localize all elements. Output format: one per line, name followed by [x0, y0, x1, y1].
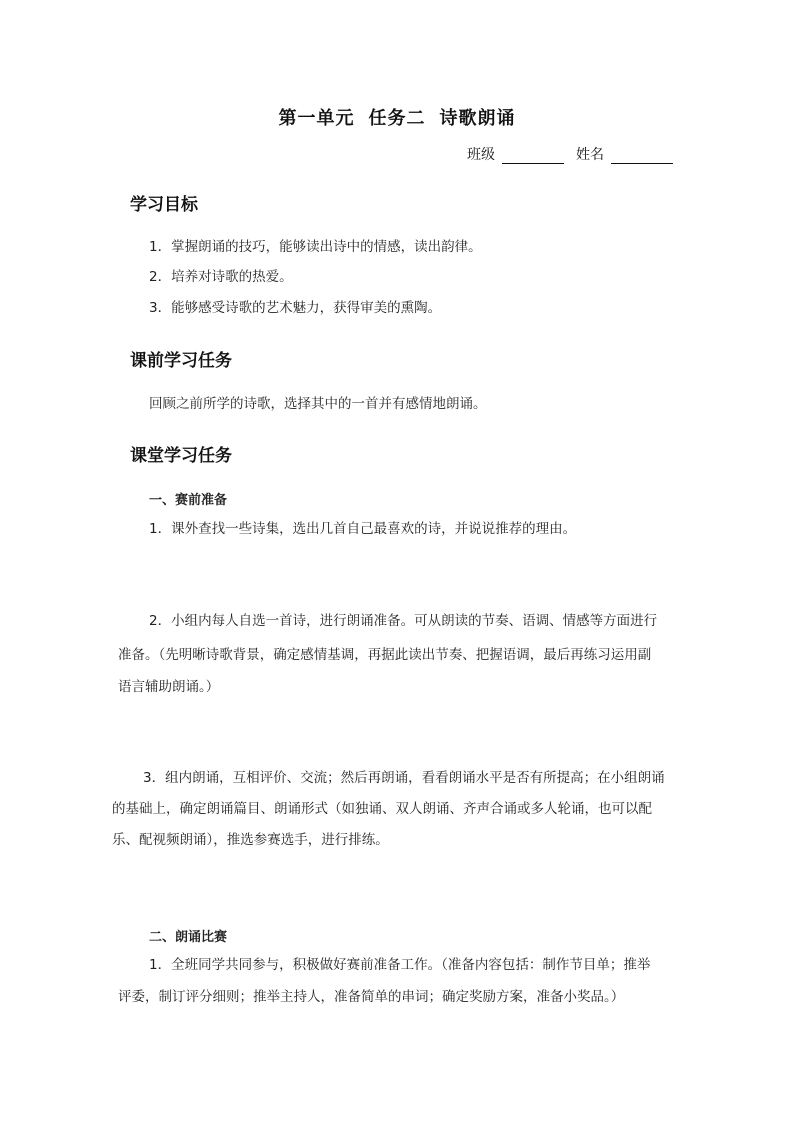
- task-item-2-line-3: 语言辅助朗诵。）: [118, 679, 220, 695]
- class-blank[interactable]: [502, 149, 564, 164]
- subsection-title-contest: 二、朗诵比赛: [149, 930, 228, 945]
- task-item-2-line-2: 准备。（先明晰诗歌背景，确定感情基调，再据此读出节奏、把握语调，最后再练习运用副: [118, 647, 652, 663]
- task-item-1: 1．课外查找一些诗集，选出几首自己最喜欢的诗，并说说推荐的理由。: [149, 521, 577, 537]
- class-label: 班级: [467, 147, 495, 163]
- title-task: 任务二: [368, 108, 426, 129]
- task-item-4-line-2: 评委，制订评分细则；推举主持人，准备简单的串词；确定奖励方案，准备小奖品。）: [118, 989, 625, 1005]
- preclass-task-text: 回顾之前所学的诗歌，选择其中的一首并有感情地朗诵。: [149, 396, 487, 412]
- task-item-3-line-2: 的基础上，确定朗诵篇目、朗诵形式（如独诵、双人朗诵、齐声合诵或多人轮诵，也可以配: [112, 801, 652, 817]
- name-blank[interactable]: [611, 149, 673, 164]
- section-heading-inclass: [126, 445, 238, 467]
- title-topic: 诗歌朗诵: [439, 108, 516, 129]
- task-item-2-line-1: 2．小组内每人自选一首诗，进行朗诵准备。可从朗读的节奏、语调、情感等方面进行: [149, 613, 658, 629]
- section-heading-preclass: [126, 350, 238, 372]
- goal-item-1: 1．掌握朗诵的技巧，能够读出诗中的情感，读出韵律。: [149, 239, 482, 255]
- task-item-3-line-3: 乐、配视频朗诵），推选参赛选手，进行排练。: [112, 832, 389, 848]
- title-unit: 第一单元: [278, 108, 355, 129]
- subsection-title-preparation: 一、赛前准备: [149, 493, 228, 508]
- section-heading-goals: [126, 194, 204, 216]
- task-item-4-line-1: 1．全班同学共同参与，积极做好赛前准备工作。（准备内容包括：制作节目单；推举: [149, 957, 651, 973]
- task-item-3-line-1: 3．组内朗诵，互相评价、交流；然后再朗诵，看看朗诵水平是否有所提高；在小组朗诵: [143, 770, 665, 786]
- section-heading-goals-text: 学习目标: [130, 195, 198, 215]
- name-label: 姓名: [576, 147, 604, 163]
- goal-item-3: 3．能够感受诗歌的艺术魅力，获得审美的熏陶。: [149, 300, 442, 316]
- section-heading-preclass-text: 课前学习任务: [130, 351, 232, 371]
- goal-item-2: 2．培养对诗歌的热爱。: [149, 269, 293, 285]
- section-heading-inclass-text: 课堂学习任务: [130, 446, 232, 466]
- page-title: [0, 104, 794, 130]
- student-info-row: [467, 144, 673, 164]
